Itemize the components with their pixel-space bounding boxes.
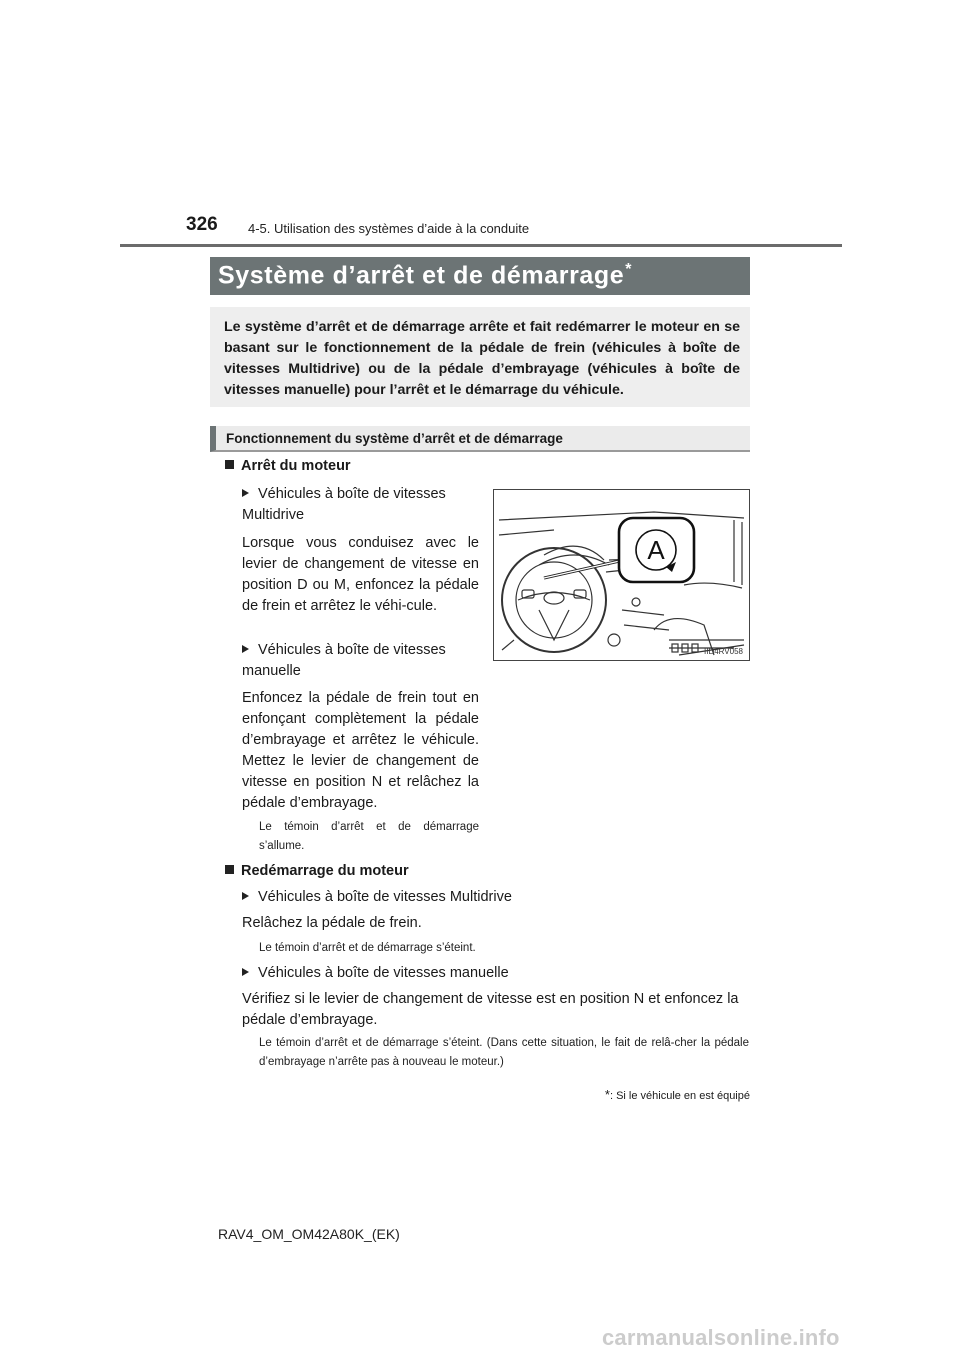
watermark-link[interactable]: carmanualsonline.info (602, 1325, 840, 1350)
equipment-star-icon: * (604, 1087, 610, 1102)
equipment-star-icon: * (625, 261, 633, 278)
header-rule (120, 244, 842, 247)
dashboard-figure (493, 489, 750, 661)
stop-note: Le témoin d’arrêt et de démarrage s’allume. (259, 821, 479, 852)
page-title-text: Système d’arrêt et de démarrage (218, 261, 625, 290)
triangle-bullet-icon (242, 489, 249, 497)
stop-manual-label-text: Véhicules à boîte de vitesses manuelle (242, 642, 446, 679)
intro-box: Le système d’arrêt et de démarrage arrête et fait redémarrer le moteur en se basant sur le fonctionnement de la pédale de frein (véhicules à boîte de vitesses Multidrive) ou de la pédale d’embrayage (véhicules à boîte de vitesses manuelle) pour l’arrêt et le démarrage du véhicule. (210, 307, 750, 407)
triangle-bullet-icon (242, 892, 249, 900)
restart-multidrive-label-text: Véhicules à boîte de vitesses Multidrive (258, 889, 512, 905)
restart-manual-text: Vérifiez si le levier de changement de vitesse est en position N et enfoncez la pédale d’embrayage. (242, 991, 739, 1028)
page-title (210, 257, 750, 295)
footnote-text: : Si le véhicule en est équipé (609, 1090, 750, 1102)
stop-manual-label (242, 640, 478, 682)
footer-doc-code: RAV4_OM_OM42A80K_(EK) (218, 1226, 400, 1242)
restart-heading-text: Redémarrage du moteur (241, 863, 409, 879)
page-number: 326 (186, 214, 218, 235)
stop-heading-text: Arrêt du moteur (241, 458, 351, 474)
dashboard-illustration (494, 490, 750, 661)
subsection-header: Fonctionnement du système d’arrêt et de démarrage (210, 426, 750, 452)
callout-a-label: A (647, 535, 665, 565)
restart-multidrive-text: Relâchez la pédale de frein. (242, 915, 422, 931)
restart-manual-label (242, 963, 509, 984)
square-bullet-icon (225, 865, 234, 874)
stop-heading (225, 458, 351, 474)
restart-multidrive-note: Le témoin d’arrêt et de démarrage s’éteint. (259, 942, 476, 954)
stop-multidrive-label-text: Véhicules à boîte de vitesses Multidrive (242, 486, 446, 523)
stop-multidrive-text: Lorsque vous conduisez avec le levier de changement de vitesse en position D ou M, enfoncez la pédale de frein et arrêtez le véhi-cule. (242, 535, 479, 614)
stop-multidrive-label (242, 484, 478, 526)
figure-id: IID4RV058 (704, 647, 743, 656)
restart-manual-note: Le témoin d’arrêt et de démarrage s’éteint. (Dans cette situation, le fait de relâ-cher la pédale d’embrayage n’arrête pas à nouveau le moteur.) (259, 1037, 749, 1068)
triangle-bullet-icon (242, 645, 249, 653)
square-bullet-icon (225, 460, 234, 469)
triangle-bullet-icon (242, 968, 249, 976)
restart-multidrive-label (242, 887, 512, 908)
restart-manual-label-text: Véhicules à boîte de vitesses manuelle (258, 965, 509, 981)
restart-heading (225, 863, 409, 879)
stop-manual-text: Enfoncez la pédale de frein tout en enfonçant complètement la pédale d’embrayage et arrêtez le véhicule. Mettez le levier de changement de vitesse en position N et relâchez la pédale d’embrayage. (242, 690, 479, 811)
section-title: 4-5. Utilisation des systèmes d’aide à la conduite (248, 221, 530, 236)
footnote (575, 1087, 750, 1102)
